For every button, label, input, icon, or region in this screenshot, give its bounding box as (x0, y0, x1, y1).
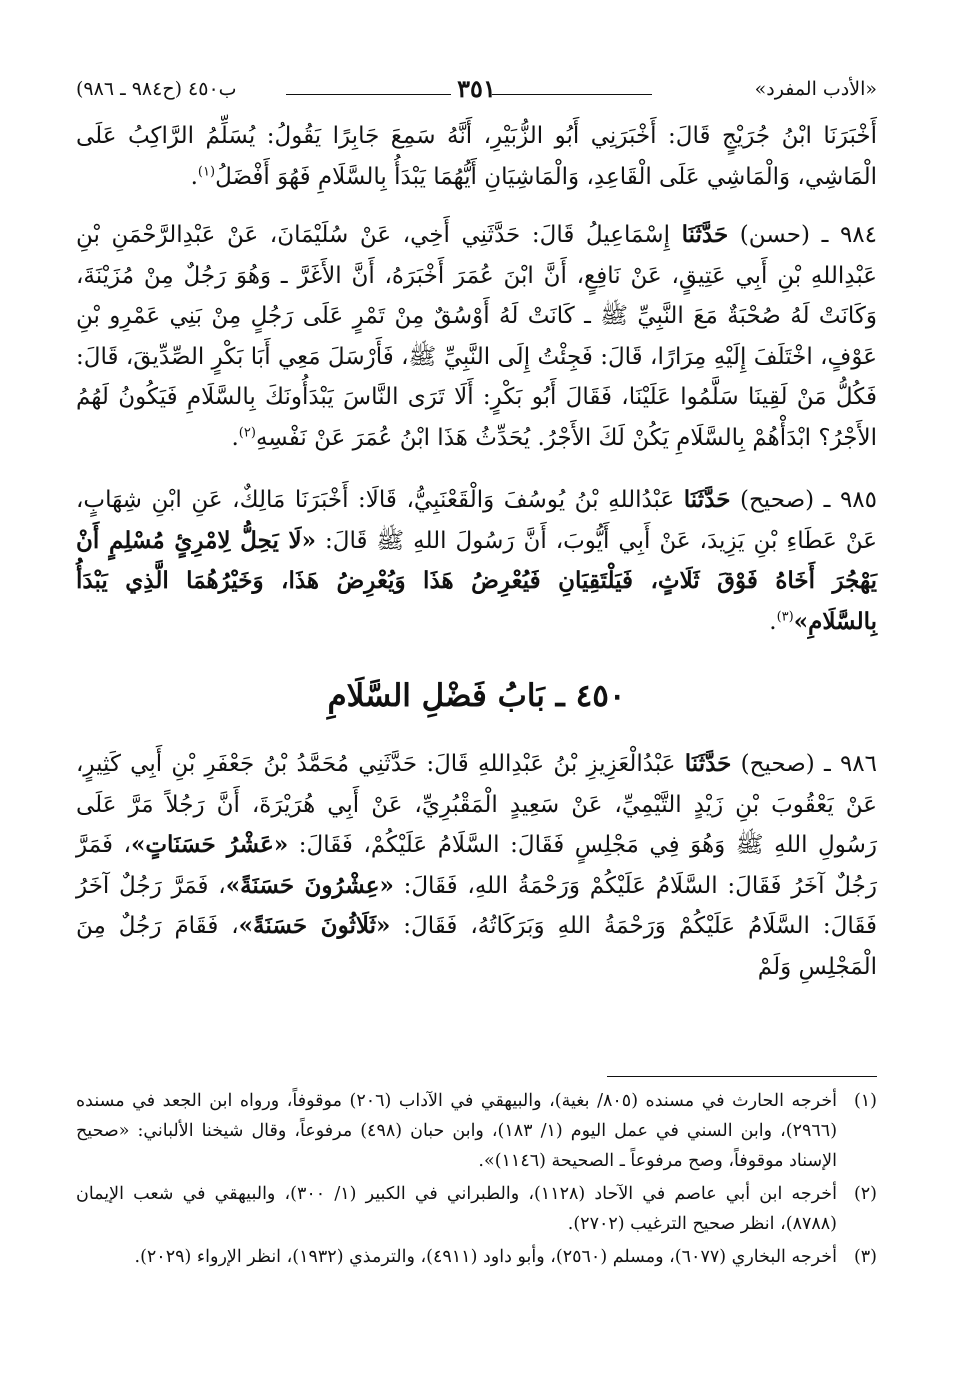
quote-ten-rewards: «عَشْرُ حَسَنَاتٍ» (130, 831, 289, 858)
page-number: ٣٥١ (457, 74, 496, 103)
hadith-lead: حَدَّثَنَا (684, 750, 732, 777)
prophetic-quote: «لَا يَحِلُّ لِامْرِئٍ مُسْلِمٍ أَنْ يَهْجُرَ أَخَاهُ فَوْقَ ثَلَاثٍ، فَيَلْتَقِيَانِ فَيُعْرِضُ هَذَا وَيُعْرِضُ هَذَا، وَخَيْرُهُمَا الَّذِي يَبْدَأُ بِالسَّلَامِ» (76, 526, 877, 635)
footnote-text: أخرجه الحارث في مسنده (٨٠٥/ بغية)، والبيهقي في الآداب (٢٠٦) موقوفاً، ورواه ابن الجعد في مسنده (٢٩٦٦)، وابن السني في عمل اليوم (١/ ١٨٣)، وابن حبان (٤٩٨) مرفوعاً، وقال شيخنا الألباني: «صحيح الإسناد موقوفاً، وصح مرفوعاً ـ الصحيحة (١١٤٦)». (76, 1091, 838, 1171)
footnotes (76, 1086, 877, 1275)
hadith-number: ٩٨٥ ـ (صحيح) (730, 487, 878, 513)
footnote-number: (٢) (853, 1184, 877, 1204)
main-text (76, 116, 877, 987)
footnote (76, 1179, 877, 1239)
running-header (76, 74, 877, 110)
hadith-number: ٩٨٦ ـ (صحيح) (731, 751, 878, 777)
quote-twenty-rewards: «عِشْرُونَ حَسَنَةً» (225, 871, 394, 899)
footnote-ref-2: (٢) (238, 424, 256, 440)
footnote-ref-3: (٣) (776, 608, 794, 624)
header-rule-right (492, 94, 652, 95)
book-title: «الأدب المفرد» (754, 78, 877, 100)
footnote-text: أخرجه البخاري (٦٠٧٧)، ومسلم (٢٥٦٠)، وأبو داود (٤٩١١)، والترمذي (١٩٣٢)، انظر الإرواء (٢٠٢٩). (134, 1247, 837, 1267)
hadith-number: ٩٨٤ ـ (حسن) (728, 222, 877, 248)
footnote (76, 1242, 877, 1272)
footnote (76, 1086, 877, 1176)
footnote-text: أخرجه ابن أبي عاصم في الآحاد (١١٢٨)، والطبراني في الكبير (١/ ٣٠٠)، والبيهقي في شعب الإيمان (٨٧٨٨)، انظر صحيح الترغيب (٢٧٠٢). (76, 1184, 837, 1234)
hadith-lead: حَدَّثَنَا (683, 486, 731, 513)
footnote-separator (607, 1076, 877, 1077)
chapter-title: ٤٥٠ ـ بَابُ فَضْلِ السَّلَامِ (327, 678, 626, 714)
hadith-985: ٩٨٥ ـ (صحيح) حَدَّثَنَا عَبْدُاللهِ بْنُ يُوسُفَ وَالْقَعْنَبِيُّ، قَالَا: أَخْبَرَنَا مَالِكٌ، عَنِ ابْنِ شِهَابٍ، عَنْ عَطَاءِ بْنِ يَزِيدَ، عَنْ أَبِي أَيُّوبَ، أَنَّ رَسُولَ اللهِ ﷺ قَالَ: «لَا يَحِلُّ لِامْرِئٍ مُسْلِمٍ أَنْ يَهْجُرَ أَخَاهُ فَوْقَ ثَلَاثٍ، فَيَلْتَقِيَانِ فَيُعْرِضُ هَذَا وَيُعْرِضُ هَذَا، وَخَيْرُهُمَا الَّذِي يَبْدَأُ بِالسَّلَامِ»$^{(٣)}$. (76, 486, 878, 635)
hadith-984: ٩٨٤ ـ (حسن) حَدَّثَنَا إِسْمَاعِيلُ قَالَ: حَدَّثَنِي أَخِي، عَنْ سُلَيْمَانَ، عَنْ عَبْدِالرَّحْمَنِ بْنِ عَبْدِاللهِ بْنِ أَبِي عَتِيقٍ، عَنْ نَافِعٍ، أَنَّ ابْنَ عُمَرَ أَخْبَرَهُ، أَنَّ الأَغَرَّ ـ وَهُوَ رَجُلٌ مِنْ مُزَيْنَةَ، وَكَانَتْ لَهُ صُحْبَةٌ مَعَ النَّبِيِّ ﷺ ـ كَانَتْ لَهُ أَوْسُقٌ مِنْ تَمْرٍ عَلَى رَجُلٍ مِنْ بَنِي عَمْرِو بْنِ عَوْفٍ، اخْتَلَفَ إِلَيْهِ مِرَارًا، قَالَ: فَجِئْتُ إِلَى النَّبِيِّ ﷺ، فَأَرْسَلَ مَعِي أَبَا بَكْرٍ الصِّدِّيقَ، قَالَ: فَكُلُّ مَنْ لَقِينَا سَلَّمُوا عَلَيْنَا، فَقَالَ أَبُو بَكْرٍ: أَلَا تَرَى النَّاسَ يَبْدَأُونَكَ بِالسَّلَامِ فَيَكُونُ لَهُمُ الأَجْرُ؟ ابْدَأْهُمْ بِالسَّلَامِ يَكُنْ لَكَ الأَجْرُ. يُحَدِّثُ هَذَا ابْنُ عُمَرَ عَنْ نَفْسِهِ$^{(٢)}$. (76, 221, 877, 451)
quote-thirty-rewards: «ثَلَاثُونَ حَسَنَةً» (238, 912, 391, 939)
hadith-986: ٩٨٦ ـ (صحيح) حَدَّثَنَا عَبْدُالْعَزِيزِ بْنُ عَبْدِاللهِ قَالَ: حَدَّثَنِي مُحَمَّدُ بْنُ جَعْفَرِ بْنِ أَبِي كَثِيرٍ، عَنْ يَعْقُوبَ بْنِ زَيْدٍ التَّيْمِيِّ، عَنْ سَعِيدٍ الْمَقْبُرِيِّ، عَنْ أَبِي هُرَيْرَةَ، أَنَّ رَجُلاً مَرَّ عَلَى رَسُولِ اللهِ ﷺ وَهُوَ فِي مَجْلِسٍ فَقَالَ: السَّلَامُ عَلَيْكُمْ، فَقَالَ: «عَشْرُ حَسَنَاتٍ»، فَمَرَّ رَجُلٌ آخَرُ فَقَالَ: السَّلَامُ عَلَيْكُمْ وَرَحْمَةُ اللهِ، فَقَالَ: «عِشْرُونَ حَسَنَةً»، فَمَرَّ رَجُلٌ آخَرُ فَقَالَ: السَّلَامُ عَلَيْكُمْ وَرَحْمَةُ اللهِ وَبَرَكَاتُهُ، فَقَالَ: «ثَلَاثُونَ حَسَنَةً»، فَقَامَ رَجُلٌ مِنَ الْمَجْلِسِ وَلَمْ (76, 750, 878, 980)
footnote-number: (١) (853, 1091, 877, 1111)
hadith-lead: حَدَّثَنَا (681, 221, 729, 248)
header-rule-left (286, 94, 451, 95)
paragraph-continuation: أَخْبَرَنَا ابْنُ جُرَيْجٍ قَالَ: أَخْبَرَنِي أَبُو الزُّبَيْرِ، أَنَّهُ سَمِعَ جَابِرًا يَقُولُ: يُسَلِّمُ الرَّاكِبُ عَلَى الْمَاشِي، وَالْمَاشِي عَلَى الْقَاعِدِ، وَالْمَاشِيَانِ أَيُّهُمَا يَبْدَأُ بِالسَّلَامِ فَهُوَ أَفْضَلُ$^{(١)}$. (76, 123, 877, 190)
footnote-number: (٣) (853, 1247, 877, 1267)
section-reference: ب٤٥٠ (ح٩٨٤ ـ ٩٨٦) (76, 78, 237, 100)
footnote-ref-1: (١) (197, 163, 216, 179)
